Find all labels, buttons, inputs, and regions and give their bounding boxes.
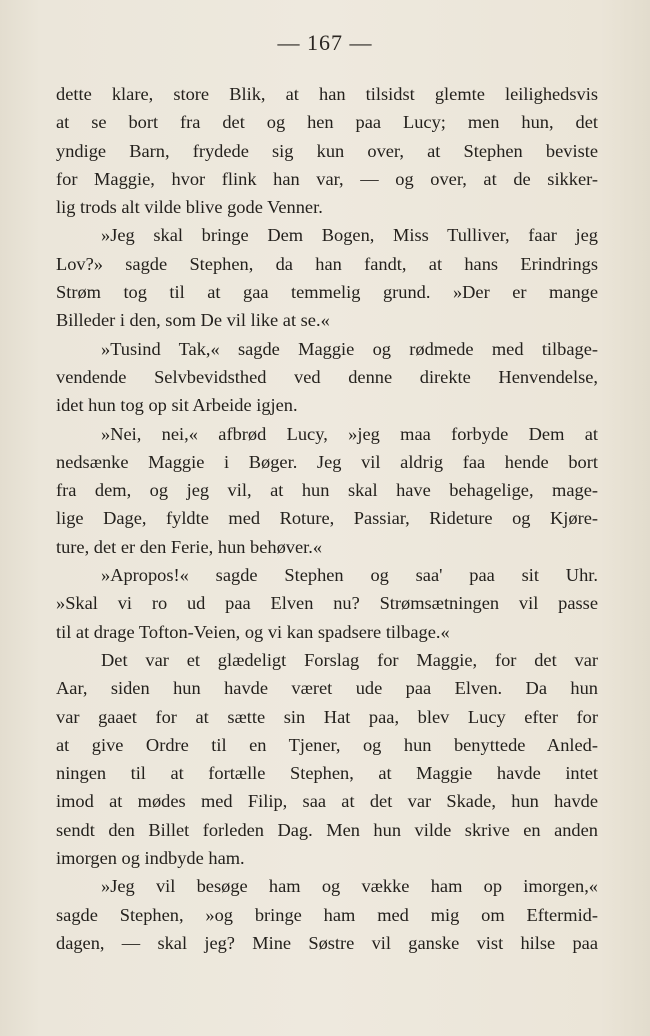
text-line: dette klare, store Blik, at han tilsidst glemte leilighedsvis (56, 84, 598, 104)
text-line: idet hun tog op sit Arbeide igjen. (56, 395, 298, 416)
text-line: »Nei, nei,« afbrød Lucy, »jeg maa forbyde Dem at (101, 423, 598, 444)
text-line: sendt den Billet forleden Dag. Men hun vilde skrive en anden (56, 819, 598, 840)
text-line: lige Dage, fyldte med Roture, Passiar, Rideture og Kjøre- (56, 508, 598, 529)
text-line: imod at mødes med Filip, saa at det var Skade, hun havde (56, 791, 598, 812)
text-line: var gaaet for at sætte sin Hat paa, blev Lucy efter for (56, 706, 598, 727)
text-line: »Jeg vil besøge ham og vække ham op imorgen,« (101, 876, 598, 897)
text-line: vendende Selvbevidsthed ved denne direkte Henvendelse, (56, 366, 598, 387)
text-line: Det var et glædeligt Forslag for Maggie, for det var (101, 649, 598, 670)
page-number: — 167 — (277, 30, 373, 55)
text-line: Lov?» sagde Stephen, da han fandt, at hans Erindrings (56, 253, 598, 274)
text-line: Aar, siden hun havde været ude paa Elven. Da hun (56, 678, 598, 699)
text-line: Strøm tog til at gaa temmelig grund. »Der er mange (56, 282, 598, 303)
text-line: at se bort fra det og hen paa Lucy; men hun, det (56, 112, 598, 133)
text-line: nedsænke Maggie i Bøger. Jeg vil aldrig faa hende bort (56, 451, 598, 472)
text-line: Billeder i den, som De vil like at se.« (56, 310, 330, 331)
text-line: »Skal vi ro ud paa Elven nu? Strømsætningen vil passe (56, 593, 598, 614)
text-line: ture, det er den Ferie, hun behøver.« (56, 536, 323, 557)
text-line: for Maggie, hvor flink han var, — og over, at de sikker- (56, 168, 598, 189)
text-line: sagde Stephen, »og bringe ham med mig om Eftermid- (56, 904, 598, 925)
body-text (56, 80, 598, 957)
text-line: »Jeg skal bringe Dem Bogen, Miss Tulliver, faar jeg (101, 225, 598, 246)
text-line: yndige Barn, frydede sig kun over, at Stephen beviste (56, 140, 598, 161)
text-line: lig trods alt vilde blive gode Venner. (56, 197, 323, 218)
text-line: dagen, — skal jeg? Mine Søstre vil ganske vist hilse paa (56, 932, 598, 953)
text-line: til at drage Tofton-Veien, og vi kan spadsere tilbage.« (56, 621, 450, 642)
text-line: »Tusind Tak,« sagde Maggie og rødmede med tilbage- (101, 338, 598, 359)
text-line: ningen til at fortælle Stephen, at Maggie havde intet (56, 763, 598, 784)
text-line: imorgen og indbyde ham. (56, 848, 245, 869)
text-line: at give Ordre til en Tjener, og hun benyttede Anled- (56, 734, 598, 755)
text-line: »Apropos!« sagde Stephen og saa' paa sit Uhr. (101, 565, 598, 586)
text-line: fra dem, og jeg vil, at hun skal have behagelige, mage- (56, 480, 598, 501)
